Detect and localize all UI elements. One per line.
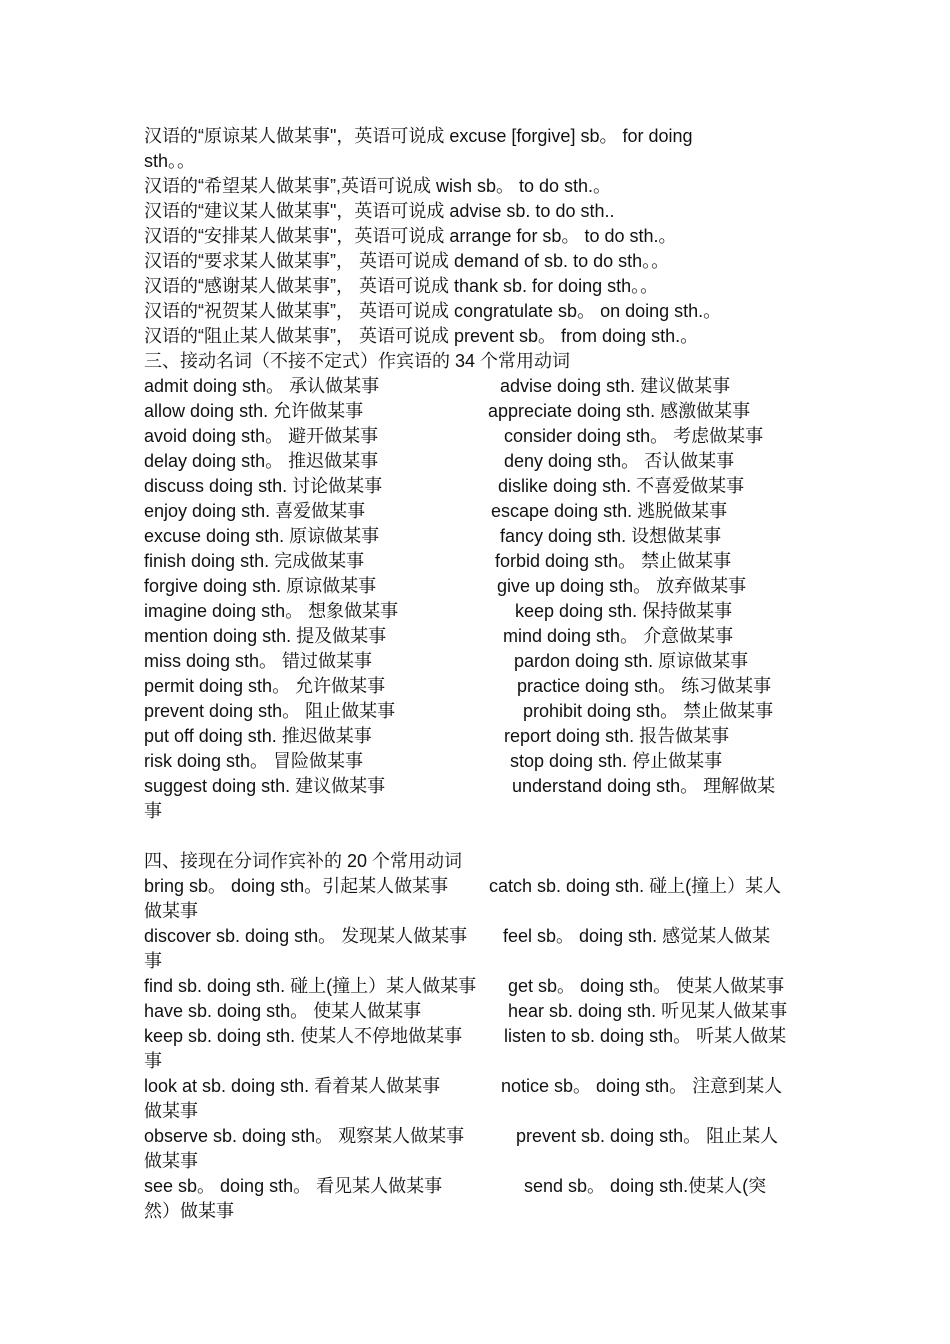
text-line: sth。。 <box>144 151 196 171</box>
section-3-verb-list <box>144 374 824 824</box>
verb-row <box>144 749 824 774</box>
verb-row <box>144 924 824 974</box>
text-line: 汉语的“感谢某人做某事”， 英语可说成 thank sb. for doing sth。。 <box>144 276 659 296</box>
verb-row <box>144 624 824 649</box>
verb-right: give up doing sth。 放弃做某事 <box>497 576 747 596</box>
verb-right: dislike doing sth. 不喜爱做某事 <box>498 476 745 496</box>
text-line: 汉语的“要求某人做某事”， 英语可说成 demand of sb. to do sth。。 <box>144 251 670 271</box>
verb-left: bring sb。 doing sth。引起某人做某事 <box>144 876 449 896</box>
verb-row <box>144 649 824 674</box>
verb-row-continuation: 事 <box>144 951 162 971</box>
document-body <box>144 124 824 1224</box>
verb-right: forbid doing sth。 禁止做某事 <box>495 551 732 571</box>
verb-row <box>144 1124 824 1174</box>
verb-row <box>144 599 824 624</box>
verb-right: notice sb。 doing sth。 注意到某人 <box>501 1076 783 1096</box>
verb-row <box>144 474 824 499</box>
verb-row <box>144 1024 824 1074</box>
verb-left: prevent doing sth。 阻止做某事 <box>144 701 396 721</box>
verb-row <box>144 674 824 699</box>
verb-row-continuation: 做某事 <box>144 1101 198 1121</box>
verb-left: permit doing sth。 允许做某事 <box>144 676 386 696</box>
verb-row <box>144 974 824 999</box>
verb-right: escape doing sth. 逃脱做某事 <box>491 501 728 521</box>
text-line: 汉语的“原谅某人做某事"，英语可说成 excuse [forgive] sb。 for doing <box>144 126 693 146</box>
verb-row <box>144 1174 824 1224</box>
verb-left: allow doing sth. 允许做某事 <box>144 401 364 421</box>
verb-row <box>144 549 824 574</box>
verb-row <box>144 724 824 749</box>
verb-left: delay doing sth。 推迟做某事 <box>144 451 379 471</box>
verb-right: appreciate doing sth. 感激做某事 <box>488 401 751 421</box>
verb-left: mention doing sth. 提及做某事 <box>144 626 387 646</box>
verb-row-continuation: 做某事 <box>144 1151 198 1171</box>
verb-left: discover sb. doing sth。 发现某人做某事 <box>144 926 468 946</box>
verb-row <box>144 999 824 1024</box>
verb-left: risk doing sth。 冒险做某事 <box>144 751 364 771</box>
verb-row <box>144 524 824 549</box>
verb-row <box>144 499 824 524</box>
verb-left: enjoy doing sth. 喜爱做某事 <box>144 501 366 521</box>
verb-row-continuation: 事 <box>144 801 162 821</box>
verb-right: keep doing sth. 保持做某事 <box>515 601 733 621</box>
section-4-heading: 四、接现在分词作宾补的 20 个常用动词 <box>144 851 463 871</box>
verb-row <box>144 374 824 399</box>
section-4-verb-list <box>144 874 824 1224</box>
verb-right: report doing sth. 报告做某事 <box>504 726 730 746</box>
verb-right: prevent sb. doing sth。 阻止某人 <box>516 1126 779 1146</box>
verb-row-continuation: 事 <box>144 1051 162 1071</box>
text-line: 汉语的“安排某人做某事"，英语可说成 arrange for sb。 to do sth.。 <box>144 226 677 246</box>
verb-left: put off doing sth. 推迟做某事 <box>144 726 372 746</box>
verb-right: stop doing sth. 停止做某事 <box>510 751 723 771</box>
verb-right: hear sb. doing sth. 听见某人做某事 <box>508 1001 788 1021</box>
text-line: 汉语的“希望某人做某事”,英语可说成 wish sb。 to do sth.。 <box>144 176 612 196</box>
verb-right: practice doing sth。 练习做某事 <box>517 676 772 696</box>
verb-row-continuation: 做某事 <box>144 901 198 921</box>
verb-left: have sb. doing sth。 使某人做某事 <box>144 1001 422 1021</box>
verb-row-continuation: 然）做某事 <box>144 1201 234 1221</box>
verb-right: prohibit doing sth。 禁止做某事 <box>523 701 774 721</box>
verb-left: excuse doing sth. 原谅做某事 <box>144 526 380 546</box>
verb-left: admit doing sth。 承认做某事 <box>144 376 380 396</box>
verb-left: imagine doing sth。 想象做某事 <box>144 601 399 621</box>
verb-row <box>144 449 824 474</box>
verb-right: understand doing sth。 理解做某 <box>512 776 776 796</box>
verb-left: find sb. doing sth. 碰上(撞上）某人做某事 <box>144 976 477 996</box>
verb-right: listen to sb. doing sth。 听某人做某 <box>504 1026 787 1046</box>
text-line: 汉语的“建议某人做某事"，英语可说成 advise sb. to do sth.. <box>144 201 615 221</box>
section-3-heading: 三、接动名词（不接不定式）作宾语的 34 个常用动词 <box>144 351 571 371</box>
verb-right: send sb。 doing sth.使某人(突 <box>524 1176 767 1196</box>
verb-left: look at sb. doing sth. 看着某人做某事 <box>144 1076 441 1096</box>
verb-row <box>144 399 824 424</box>
verb-left: miss doing sth。 错过做某事 <box>144 651 373 671</box>
blank-line <box>144 824 824 849</box>
verb-left: discuss doing sth. 讨论做某事 <box>144 476 383 496</box>
verb-right: fancy doing sth. 设想做某事 <box>500 526 722 546</box>
verb-right: advise doing sth. 建议做某事 <box>500 376 731 396</box>
section-2-phrases <box>144 124 824 349</box>
verb-left: forgive doing sth. 原谅做某事 <box>144 576 377 596</box>
verb-left: suggest doing sth. 建议做某事 <box>144 776 386 796</box>
verb-right: mind doing sth。 介意做某事 <box>503 626 734 646</box>
verb-right: catch sb. doing sth. 碰上(撞上）某人 <box>489 876 782 896</box>
verb-left: observe sb. doing sth。 观察某人做某事 <box>144 1126 465 1146</box>
verb-right: feel sb。 doing sth. 感觉某人做某 <box>503 926 771 946</box>
verb-right: deny doing sth。 否认做某事 <box>504 451 735 471</box>
verb-right: pardon doing sth. 原谅做某事 <box>514 651 749 671</box>
verb-row <box>144 574 824 599</box>
verb-left: keep sb. doing sth. 使某人不停地做某事 <box>144 1026 463 1046</box>
text-line: 汉语的“阻止某人做某事”， 英语可说成 prevent sb。 from doing sth.。 <box>144 326 699 346</box>
text-line: 汉语的“祝贺某人做某事”， 英语可说成 congratulate sb。 on doing sth.。 <box>144 301 722 321</box>
verb-row <box>144 774 824 799</box>
verb-left: avoid doing sth。 避开做某事 <box>144 426 379 446</box>
verb-row <box>144 874 824 924</box>
verb-row <box>144 1074 824 1124</box>
verb-left: see sb。 doing sth。 看见某人做某事 <box>144 1176 443 1196</box>
verb-row <box>144 699 824 724</box>
verb-left: finish doing sth. 完成做某事 <box>144 551 365 571</box>
verb-right: get sb。 doing sth。 使某人做某事 <box>508 976 785 996</box>
verb-row <box>144 424 824 449</box>
verb-right: consider doing sth。 考虑做某事 <box>504 426 764 446</box>
